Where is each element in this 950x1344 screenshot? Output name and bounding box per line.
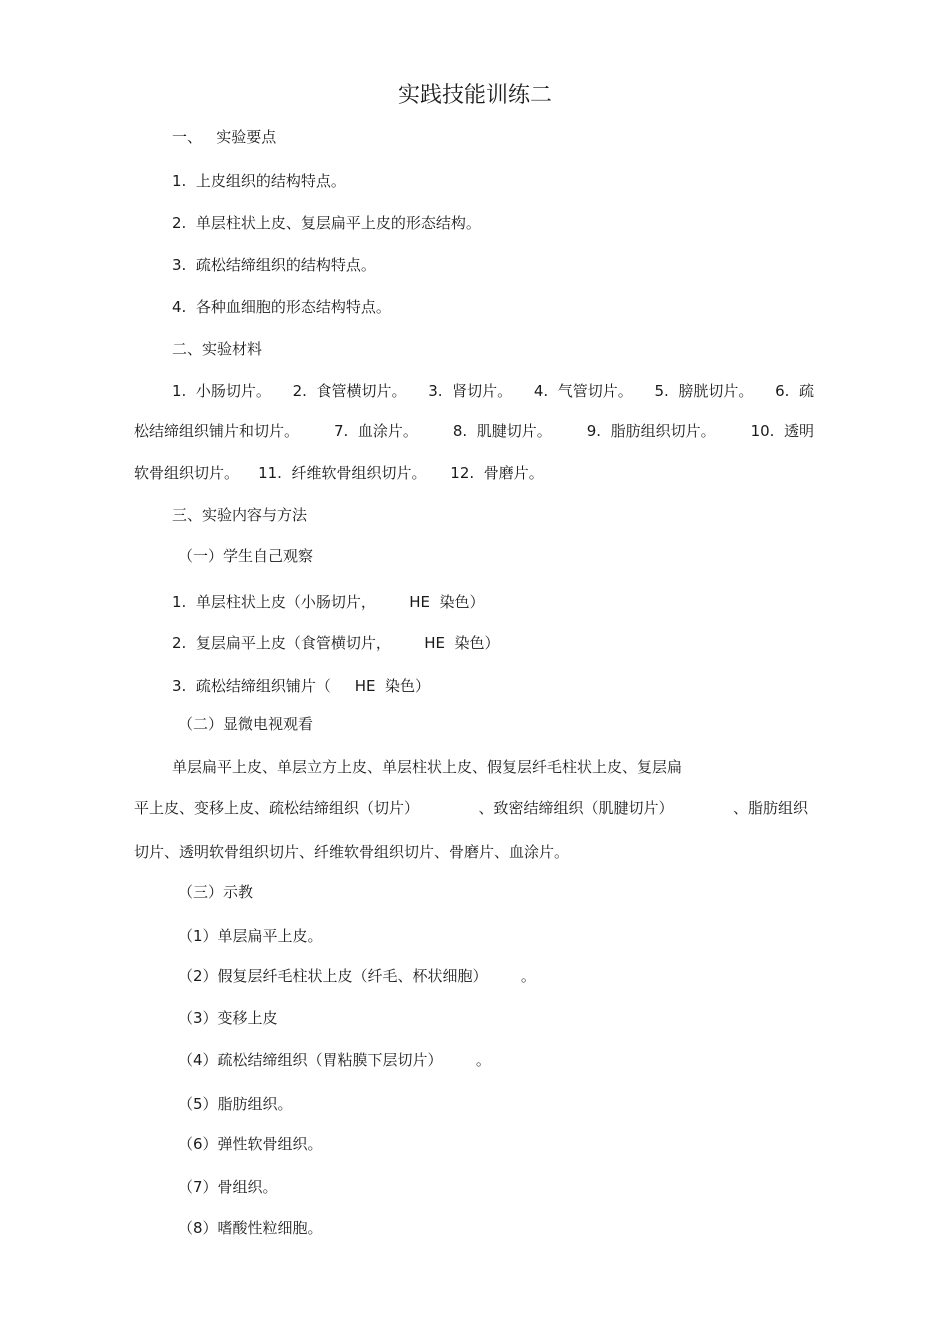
paragraph-segment: 平上皮、变移上皮、疏松结缔组织（切片） (134, 799, 420, 817)
list-item: （6）弹性软骨组织。 (178, 1135, 323, 1153)
section-2-heading: 二、实验材料 (172, 340, 263, 358)
paragraph-segment: 、致密结缔组织（肌腱切片） (478, 799, 674, 817)
list-item: 3. 疏松结缔组织的结构特点。 (172, 256, 376, 274)
material-item: 1. 小肠切片。 (172, 382, 271, 400)
list-item: （2）假复层纤毛柱状上皮（纤毛、杯状细胞） 。 (178, 967, 536, 985)
list-item: （8）嗜酸性粒细胞。 (178, 1219, 323, 1237)
material-item: 3. 肾切片。 (428, 382, 513, 400)
materials-line-2 (134, 421, 814, 441)
list-item: 2. 复层扁平上皮（食管横切片， HE 染色） (172, 634, 500, 652)
materials-line-1 (172, 381, 814, 401)
list-item: 1. 上皮组织的结构特点。 (172, 172, 346, 190)
list-item: 3. 疏松结缔组织铺片（ HE 染色） (172, 677, 430, 695)
subsection-3-heading: （三）示教 (178, 883, 254, 901)
page-title: 实践技能训练二 (397, 83, 552, 108)
material-item: 8. 肌腱切片。 (452, 422, 552, 440)
list-item: （5）脂肪组织。 (178, 1095, 293, 1113)
list-item: （4）疏松结缔组织（胃粘膜下层切片） 。 (178, 1051, 491, 1069)
paragraph-line (134, 798, 808, 818)
list-item: 1. 单层柱状上皮（小肠切片， HE 染色） (172, 593, 485, 611)
subsection-1-heading: （一）学生自己观察 (178, 547, 314, 565)
material-item: 2. 食管横切片。 (292, 382, 407, 400)
material-item: 5. 膀胱切片。 (654, 382, 754, 400)
material-item: 10. 透明 (750, 422, 814, 440)
material-item: 6. 疏 (775, 382, 814, 400)
section-3-heading: 三、实验内容与方法 (172, 506, 308, 524)
list-item: （3）变移上皮 (178, 1009, 278, 1027)
material-item: 9. 脂肪组织切片。 (586, 422, 716, 440)
materials-line-3: 软骨组织切片。 11. 纤维软骨组织切片。 12. 骨磨片。 (134, 464, 544, 482)
list-item: （7）骨组织。 (178, 1178, 278, 1196)
list-item: 4. 各种血细胞的形态结构特点。 (172, 298, 391, 316)
subsection-2-heading: （二）显微电视观看 (178, 715, 314, 733)
list-item: （1）单层扁平上皮。 (178, 927, 323, 945)
paragraph-line: 切片、透明软骨组织切片、纤维软骨组织切片、骨磨片、血涂片。 (134, 843, 570, 861)
section-1-heading: 一、 实验要点 (172, 128, 277, 146)
paragraph-line: 单层扁平上皮、单层立方上皮、单层柱状上皮、假复层纤毛柱状上皮、复层扁 (172, 758, 683, 776)
material-item: 松结缔组织铺片和切片。 (134, 422, 300, 440)
material-item: 4. 气管切片。 (533, 382, 633, 400)
list-item: 2. 单层柱状上皮、复层扁平上皮的形态结构。 (172, 214, 481, 232)
material-item: 7. 血涂片。 (334, 422, 418, 440)
paragraph-segment: 、脂肪组织 (732, 799, 808, 817)
